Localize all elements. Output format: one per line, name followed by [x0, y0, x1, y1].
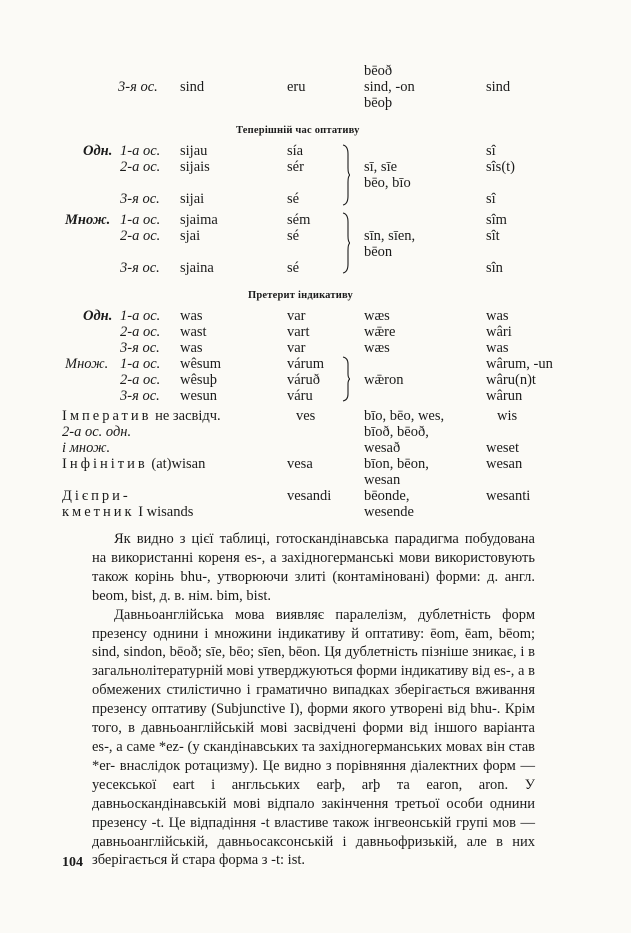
- pret-sg-group-label: Одн.: [83, 308, 113, 324]
- top-osx: sind: [486, 79, 511, 95]
- pret-osx-6: wârun: [486, 388, 523, 404]
- participle-on: vesandi: [287, 488, 332, 504]
- pret-pl-group-label: Множ.: [65, 356, 109, 372]
- pret-label-3: 3-я ос.: [120, 340, 160, 356]
- pret-osx-1: was: [486, 308, 509, 324]
- infinitive-label: Інфінітив: [62, 456, 148, 472]
- infinitive-oe-2: wesan: [364, 472, 401, 488]
- brace-pl: [342, 212, 349, 274]
- po-on-2: sér: [287, 159, 304, 175]
- top-oe: sind, -on: [364, 79, 415, 95]
- body-text: [92, 530, 535, 870]
- po-got-5: sjai: [180, 228, 201, 244]
- po-oe-pl-2: bēon: [364, 244, 393, 260]
- pret-label-4: 1-а ос.: [120, 356, 161, 372]
- po-oe-sg-2: bēo, bīo: [364, 175, 411, 191]
- imperative-oe: bīo, bēo, wes,: [364, 408, 445, 424]
- po-osx-5: sît: [486, 228, 500, 244]
- pret-on-1: var: [287, 308, 306, 324]
- page-number: 104: [62, 855, 83, 870]
- pret-got-5: wêsuþ: [180, 372, 218, 388]
- pret-oe-2: wǣre: [364, 324, 396, 340]
- po-got-4: sjaima: [180, 212, 218, 228]
- imperative-oe-3: wesað: [364, 440, 401, 456]
- imperative-osx-3: weset: [486, 440, 520, 456]
- pl-group-label: Множ.: [65, 212, 111, 228]
- pret-osx-2: wâri: [486, 324, 512, 340]
- po-got-6: sjaina: [180, 260, 214, 276]
- participle-osx: wesanti: [486, 488, 531, 504]
- po-on-6: sé: [287, 260, 300, 276]
- infinitive-on: vesa: [287, 456, 313, 472]
- top-got: sind: [180, 79, 205, 95]
- pret-osx-4: wârum, -un: [486, 356, 553, 372]
- brace-sg: [342, 144, 349, 206]
- pret-got-2: wast: [180, 324, 207, 340]
- pret-label-6: 3-я ос.: [120, 388, 160, 404]
- po-label-2: 2-а ос.: [120, 159, 161, 175]
- imperative-sublabel: 2-а ос. одн.: [62, 424, 132, 440]
- pret-on-3: var: [287, 340, 306, 356]
- top-label: 3-я ос.: [118, 79, 158, 95]
- po-on-5: sé: [287, 228, 300, 244]
- pret-osx-3: was: [486, 340, 509, 356]
- participle-label-1: Дієпри-: [62, 488, 131, 504]
- pret-got-1: was: [180, 308, 203, 324]
- imperative-osx: wis: [497, 408, 518, 424]
- po-got-2: sijais: [180, 159, 210, 175]
- infinitive-oe: bīon, bēon,: [364, 456, 429, 472]
- imperative-sublabel-2: і множ.: [62, 440, 111, 456]
- pret-label-2: 2-а ос.: [120, 324, 161, 340]
- po-oe-pl-1: sīn, sīen,: [364, 228, 416, 244]
- paragraph-1: Як видно з цієї таблиці, готоскандінавська парадигма побудована на використанні кореня es-, а західногерманські мови використовують також корінь bhu-, утворюючи злиті (контаміновані) форми: д. англ. beom, bist, д. в. нім. bim, bist.: [92, 531, 535, 604]
- imperative-label: Імператив: [62, 408, 152, 424]
- participle-oe-2: wesende: [364, 504, 414, 520]
- sg-group-label: Одн.: [83, 143, 113, 159]
- pret-on-2: vart: [287, 324, 310, 340]
- po-osx-3: sî: [486, 191, 496, 207]
- po-on-1: sía: [287, 143, 304, 159]
- po-osx-6: sîn: [486, 260, 503, 276]
- participle-row-label: [62, 504, 193, 520]
- imperative-oe-2: bīoð, bēoð,: [364, 424, 429, 440]
- po-on-3: sé: [287, 191, 300, 207]
- imperative-note: не засвідч.: [151, 408, 221, 424]
- infinitive-row-label: [62, 456, 205, 472]
- pret-oe-pl: wǣron: [364, 372, 404, 388]
- imperative-row-label: [62, 408, 221, 424]
- po-osx-1: sî: [486, 143, 496, 159]
- po-on-4: sém: [287, 212, 311, 228]
- po-osx-4: sîm: [486, 212, 507, 228]
- pret-oe-3: wæs: [364, 340, 390, 356]
- imperative-on: ves: [296, 408, 316, 424]
- po-oe-sg-1: sī, sīe: [364, 159, 398, 175]
- paragraph-2: Давньоанглійська мова виявляє паралелізм, дублетність форм презенсу однини і множини індикативу й оптативу: ēom, ēam, bēom; sind, sindon, bēoð; sīe, bēo; sīen, bēon. Ця дублетність пізніше зникає, і в загальнолітературній мові утверджуються форми індикативу від es-, а в обмежених стилістично і граматично випадках зберігається вживання презенсу оптативу (Subjunctive I), форми якого утворені від bhu-. Крім того, в давньоанглійській мові засвідчені форми від іншого варіанта es-, а саме *ez- (у скандінавських та західногерманських мовах він став *er- внаслідок ротацизму). Це видно з порівняння діалектних форм — уесекської eart і англьських earþ, arþ та eаrоn, arоn. У давньоскандінавській мові відпало закінчення третьої особи однини презенсу -t. Це відпадіння -t властиве також інгвеонській групі мов — давньоанглійській, давньосаксонській і давньофризькій, але в них зберігається й стара форма з -t: ist.: [92, 606, 535, 869]
- po-label-3: 3-я ос.: [120, 191, 160, 207]
- infinitive-got: (at)wisan: [147, 456, 206, 472]
- top-oe-post: bēoþ: [364, 95, 393, 111]
- po-label-6: 3-я ос.: [120, 260, 160, 276]
- pret-got-3: was: [180, 340, 203, 356]
- pret-label-5: 2-а ос.: [120, 372, 161, 388]
- pret-on-6: váru: [287, 388, 313, 404]
- top-on: eru: [287, 79, 306, 95]
- pret-got-4: wêsum: [180, 356, 222, 372]
- pret-on-5: váruð: [287, 372, 321, 388]
- pret-on-4: várum: [287, 356, 325, 372]
- participle-oe: bēonde,: [364, 488, 410, 504]
- pret-osx-5: wâru(n)t: [486, 372, 536, 388]
- preterite-heading: Претерит індикативу: [248, 290, 353, 301]
- po-label-4: 1-а ос.: [120, 212, 161, 228]
- po-got-3: sijai: [180, 191, 205, 207]
- po-got-1: sijau: [180, 143, 208, 159]
- pret-label-1: 1-а ос.: [120, 308, 161, 324]
- pret-got-6: wesun: [180, 388, 218, 404]
- po-label-5: 2-а ос.: [120, 228, 161, 244]
- top-oe-pre: bēoð: [364, 63, 393, 79]
- present-optative-heading: Теперішній час оптативу: [236, 125, 360, 136]
- po-osx-2: sîs(t): [486, 159, 515, 175]
- po-label-1: 1-а ос.: [120, 143, 161, 159]
- infinitive-osx: wesan: [486, 456, 523, 472]
- participle-got: I wisands: [134, 504, 194, 520]
- pret-oe-1: wæs: [364, 308, 390, 324]
- participle-label-2: кметник: [62, 504, 135, 520]
- brace-pret-pl: [342, 356, 349, 402]
